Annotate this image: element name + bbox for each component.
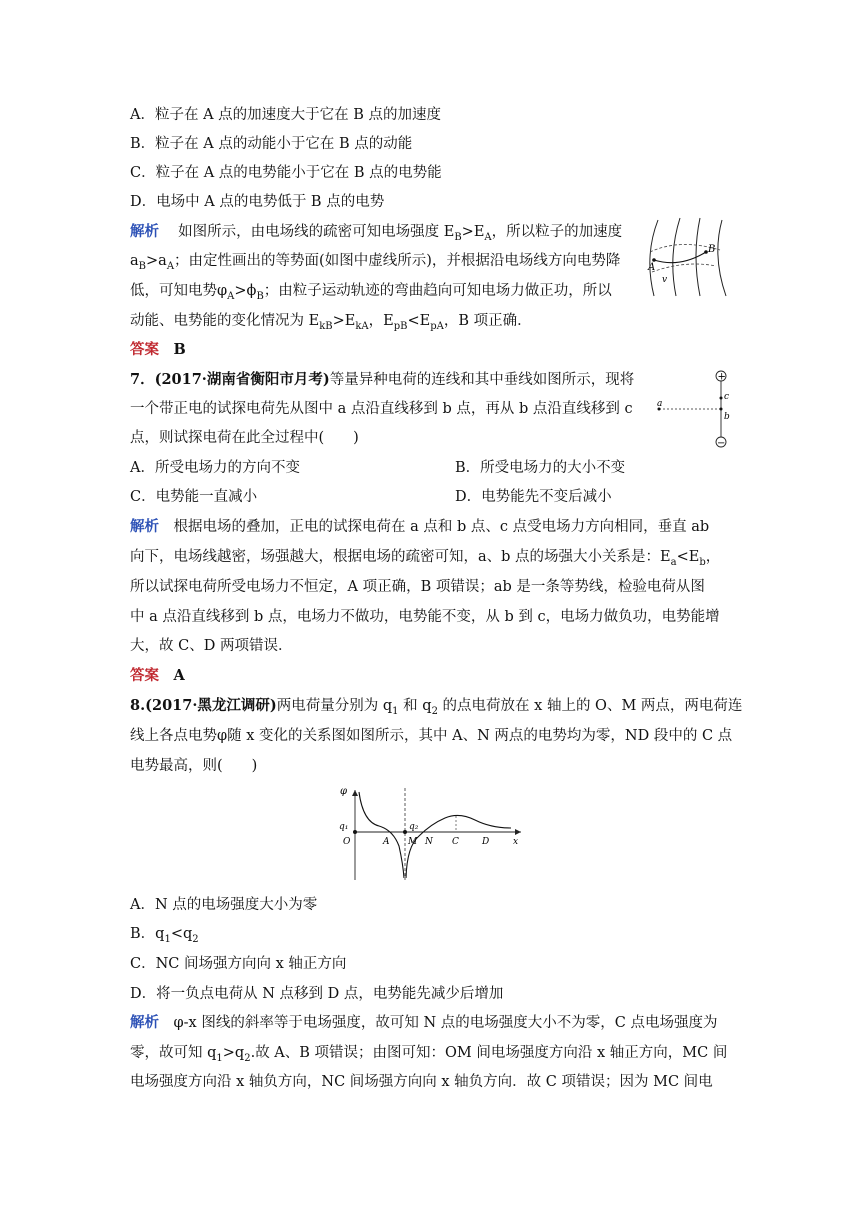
text: 向下，电场线越密，场强越大，根据电场的疏密可知，a、b 点的场强大小关系是：E (130, 549, 671, 565)
label-q2: q₂ (409, 822, 419, 832)
text: 零，故可知 q (130, 1045, 217, 1061)
text: ；由粒子运动轨迹的弯曲趋向可知电场力做正功，所以 (263, 283, 612, 299)
sub: A (227, 290, 235, 302)
text: <E (407, 313, 431, 329)
q7-analysis-line-1 (130, 518, 709, 536)
text: a (130, 253, 139, 269)
text: >q (222, 1045, 245, 1061)
question-number: 7． (130, 371, 155, 388)
sub: b (699, 556, 706, 568)
q8-phi-x-graph (335, 786, 525, 882)
sub: A (484, 231, 492, 243)
q7-analysis-line-5: 大，故 C、D 两项错误． (130, 638, 293, 654)
q6-option-a: A．粒子在 A 点的加速度大于它在 B 点的加速度 (130, 107, 442, 123)
q7-stem-line-2: 一个带正电的试探电荷先从图中 a 点沿直线移到 b 点，再从 b 点沿直线移到 c (130, 401, 633, 417)
q6-analysis-line-3 (130, 282, 612, 306)
q6-option-b: B．粒子在 A 点的动能小于它在 B 点的动能 (130, 136, 413, 152)
q8-option-b (130, 925, 199, 949)
sub: A (166, 260, 175, 272)
q8-option-d: D．将一负点电荷从 N 点移到 D 点，电势能先减少后增加 (130, 986, 504, 1002)
q7-stem-line-1 (130, 371, 634, 389)
text: 低，可知电势φ (130, 283, 228, 299)
sub: 2 (431, 705, 438, 717)
answer-tag: 答案 (130, 667, 159, 684)
q8-option-a: A．N 点的电场强度大小为零 (130, 897, 318, 913)
text: φ-x 图线的斜率等于电场强度，故可知 N 点的电场强度大小不为零，C 点电场强度为 (173, 1015, 718, 1031)
sub: kA (355, 320, 369, 332)
q7-option-a: A．所受电场力的方向不变 (130, 460, 300, 476)
text: ；由定性画出的等势面(如图中虚线所示)，并根据沿电场线方向电势降 (174, 253, 621, 269)
text: >E (332, 313, 356, 329)
text: 和 q (398, 698, 432, 714)
q8-analysis-line-1 (130, 1014, 717, 1032)
text: 两电荷量分别为 q (276, 698, 393, 714)
q8-stem-line-2: 线上各点电势φ随 x 变化的关系图如图所示，其中 A、N 两点的电势均为零，ND 段中的 C 点 (130, 728, 733, 744)
text: 的点电荷放在 x 轴上的 O、M 两点，两电荷连 (437, 698, 743, 714)
text: ，B 项正确． (443, 313, 532, 329)
sub: 1 (392, 705, 399, 717)
sub: B (138, 260, 147, 272)
q7-option-c: C．电势能一直减小 (130, 489, 258, 505)
label-n: N (425, 837, 433, 847)
text: >a (146, 253, 167, 269)
text: >E (461, 224, 485, 240)
sub: pA (430, 320, 444, 332)
q8-analysis-line-2 (130, 1044, 727, 1068)
question-number: 8. (130, 697, 146, 714)
label-q1: q₁ (339, 822, 349, 832)
text: 如图所示，由电场线的疏密可知电场强度 E (178, 224, 455, 240)
q7-stem-line-3: 点，则试探电荷在此全过程中( ) (130, 430, 359, 446)
text: 根据电场的叠加，正电的试探电荷在 a 点和 b 点、c 点受电场力方向相同，垂直 ab (173, 519, 710, 535)
sub: 2 (192, 933, 199, 945)
q6-analysis-line-4 (130, 312, 532, 336)
text: B．q (130, 926, 165, 942)
q8-analysis-line-3: 电场强度方向沿 x 轴负方向，NC 间场强方向向 x 轴负方向．故 C 项错误；因为 MC 间电 (130, 1074, 713, 1090)
fig-label-a: A (648, 262, 656, 273)
question-source: (2017·黑龙江调研) (145, 697, 277, 714)
answer-tag: 答案 (130, 341, 159, 358)
minus-charge-icon: − (717, 438, 726, 449)
q6-option-c: C．粒子在 A 点的电势能小于它在 B 点的电势能 (130, 165, 442, 181)
sub: B (256, 290, 264, 302)
text: .故 A、B 项错误；由图可知：OM 间电场强度方向沿 x 轴正方向，MC 间 (250, 1045, 728, 1061)
answer-value: B (173, 341, 186, 358)
fig-label-c: c (724, 392, 730, 402)
label-c: C (452, 837, 459, 847)
text: ，E (368, 313, 394, 329)
sub: 2 (244, 1052, 251, 1064)
sub: 1 (216, 1052, 223, 1064)
q7-analysis-line-4: 中 a 点沿直线移到 b 点，电场力不做功，电势能不变，从 b 到 c，电场力做负功，电势能增 (130, 609, 720, 625)
q6-answer (130, 341, 186, 359)
q7-option-d: D．电势能先不变后减小 (455, 489, 612, 505)
q6-field-lines-figure (640, 216, 740, 300)
label-o: O (343, 837, 351, 847)
q7-analysis-line-2 (130, 548, 720, 572)
analysis-tag: 解析 (130, 223, 159, 240)
text: 等量异种电荷的连线和其中垂线如图所示，现将 (329, 372, 635, 388)
q6-analysis-line-1 (130, 223, 622, 247)
q6-analysis-line-2 (130, 252, 620, 276)
q7-answer (130, 667, 185, 685)
sub: a (670, 556, 677, 568)
analysis-tag: 解析 (130, 518, 159, 535)
text: <q (170, 926, 193, 942)
label-m: M (408, 837, 418, 847)
q7-analysis-line-3: 所以试探电荷所受电场力不恒定，A 项正确，B 项错误；ab 是一条等势线，检验电荷从图 (130, 579, 705, 595)
question-source: (2017·湖南省衡阳市月考) (154, 371, 330, 388)
sub: kB (319, 320, 333, 332)
text: <E (676, 549, 700, 565)
fig-label-b: B (708, 244, 716, 255)
text: >ϕ (234, 283, 257, 299)
sub: 1 (164, 933, 171, 945)
q6-option-d: D．电场中 A 点的电势低于 B 点的电势 (130, 194, 385, 210)
text: ， (705, 549, 721, 565)
plus-charge-icon: + (717, 371, 726, 383)
label-a: A (383, 837, 390, 847)
label-d: D (482, 837, 490, 847)
answer-value: A (173, 667, 185, 684)
fig-label-a: a (657, 399, 663, 409)
q8-option-c: C．NC 间场强方向向 x 轴正方向 (130, 956, 347, 972)
q8-stem-line-1 (130, 697, 742, 721)
q7-option-b: B．所受电场力的大小不变 (455, 460, 626, 476)
q8-stem-line-3: 电势最高，则( ) (130, 758, 258, 774)
sub: pB (393, 320, 408, 332)
text: ，所以粒子的加速度 (491, 224, 623, 240)
axis-label-x: x (513, 837, 519, 847)
analysis-tag: 解析 (130, 1014, 159, 1031)
axis-label-phi: φ (340, 786, 348, 797)
q7-dipole-figure (655, 368, 735, 452)
fig-label-v: v (662, 275, 668, 285)
text: 动能、电势能的变化情况为 E (130, 313, 320, 329)
sub: B (454, 231, 462, 243)
fig-label-b: b (724, 412, 730, 422)
